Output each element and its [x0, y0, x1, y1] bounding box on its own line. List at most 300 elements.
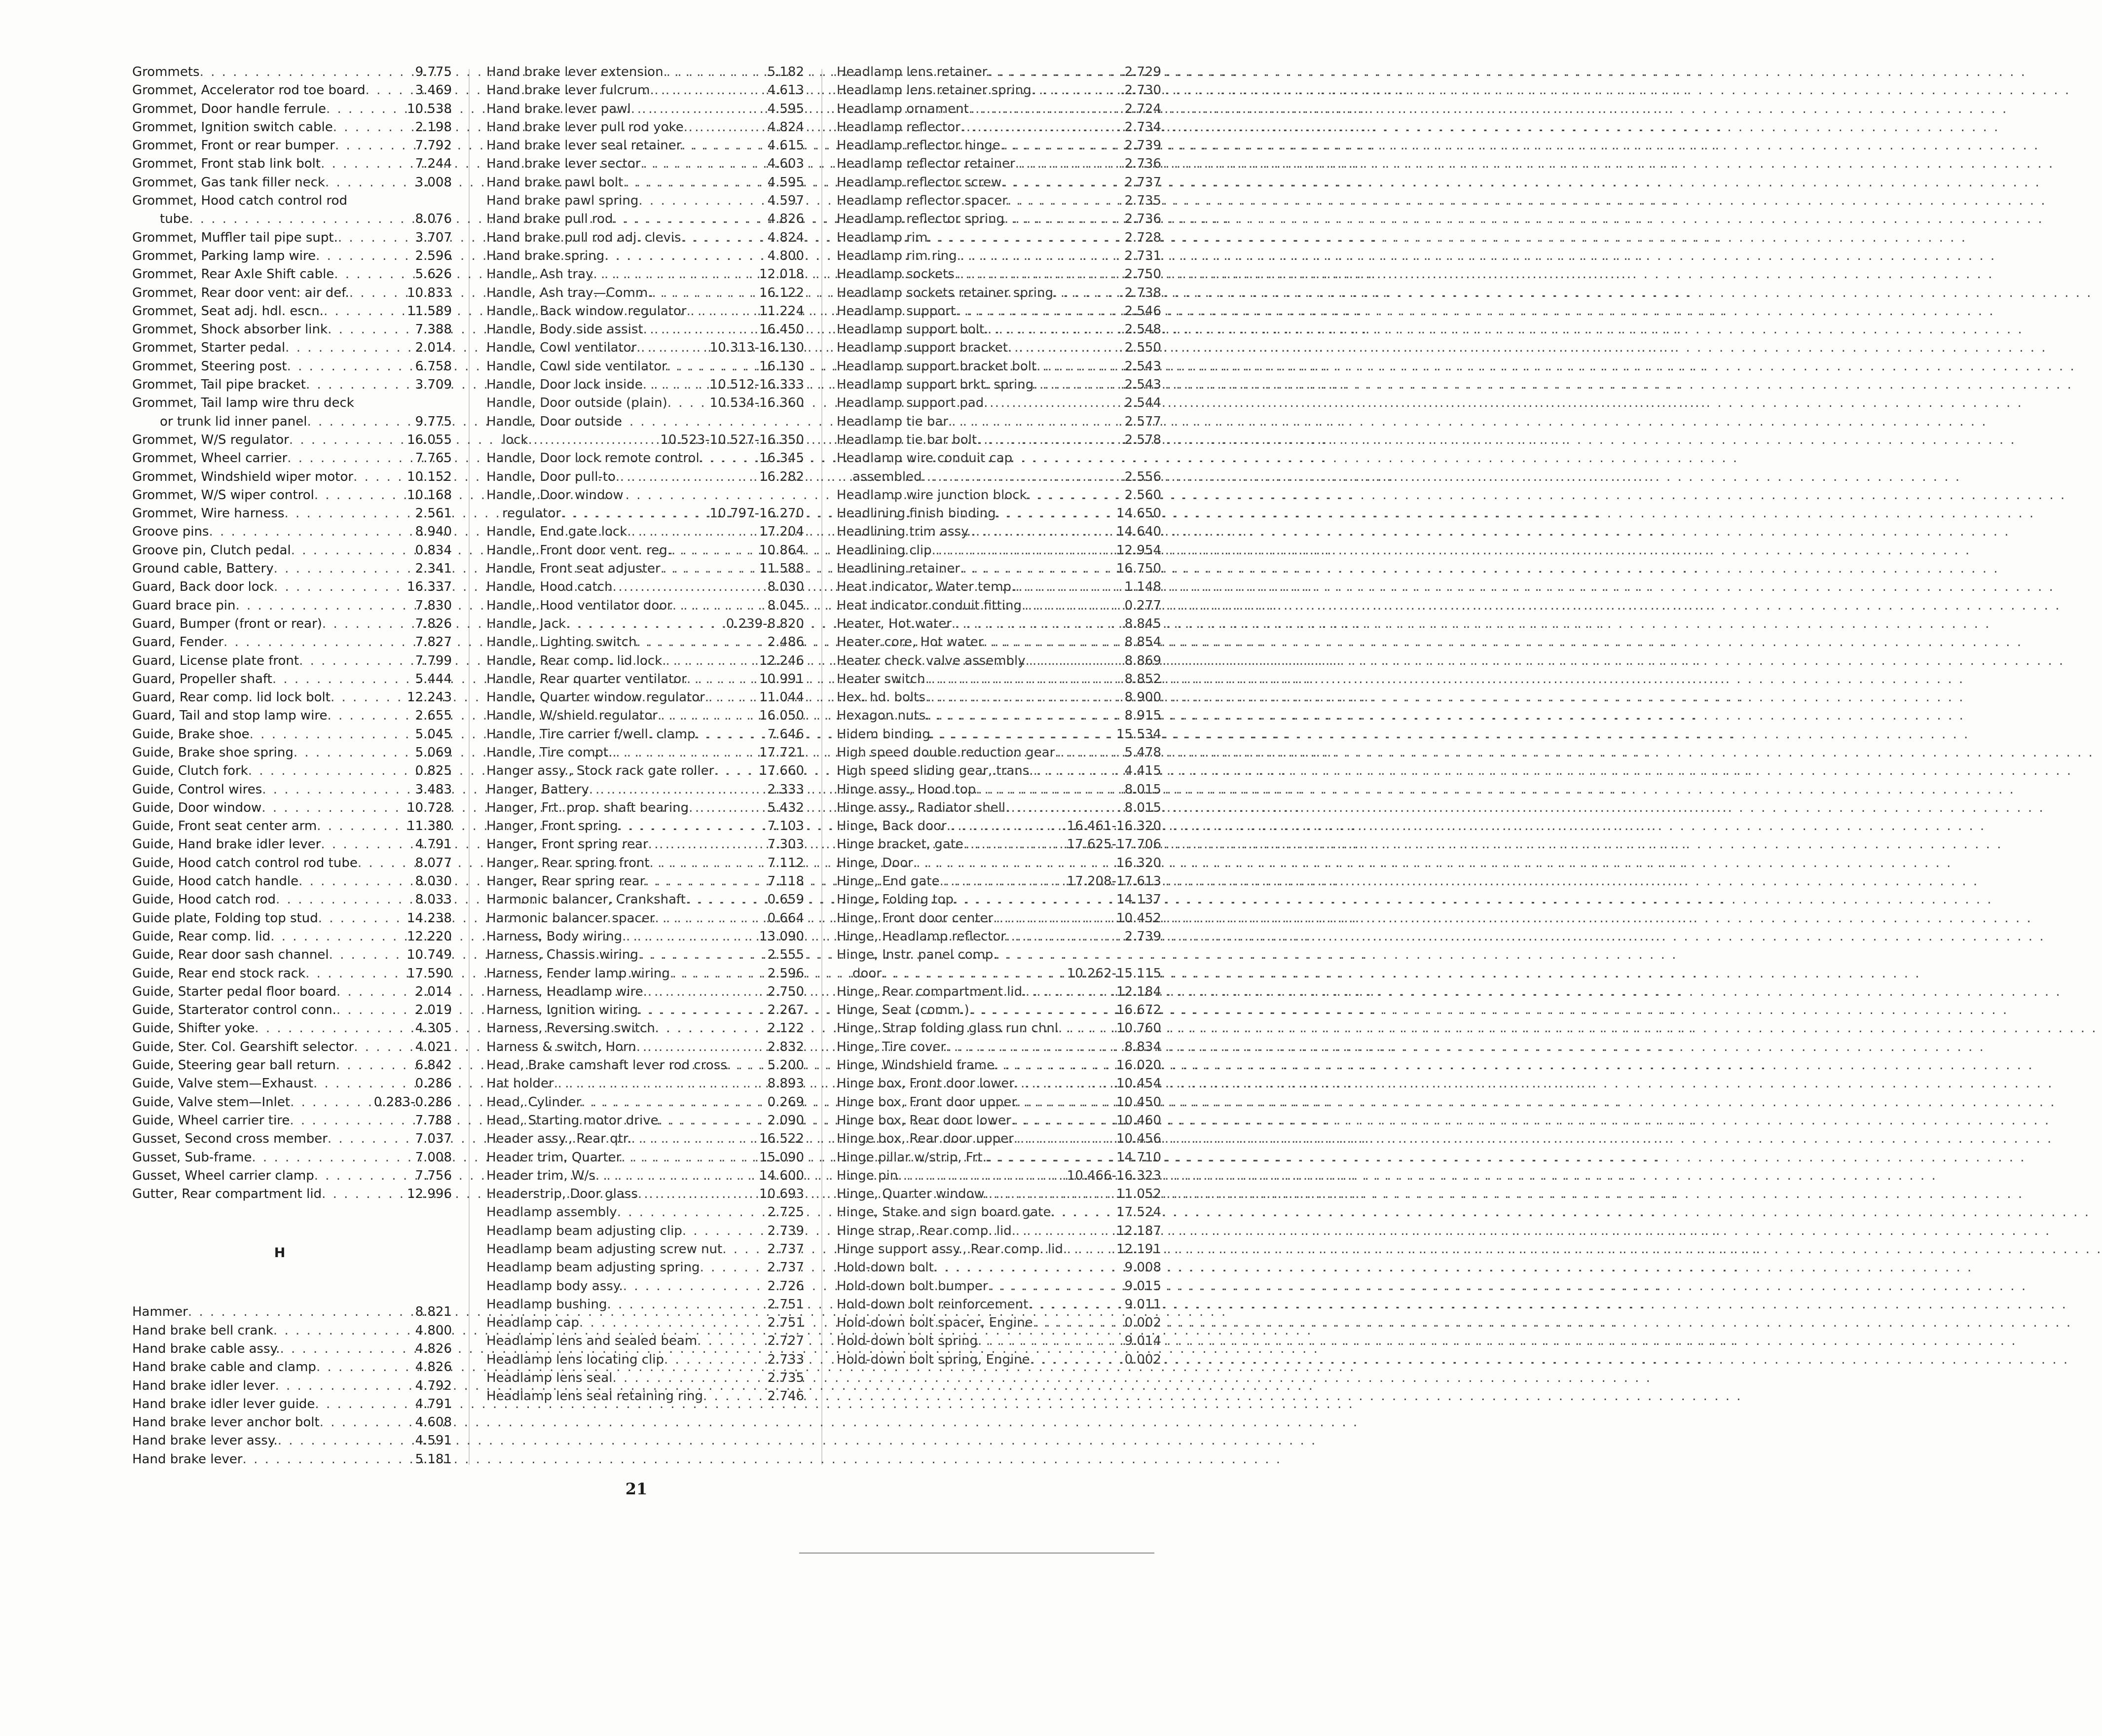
entry-name: Headerstrip, Door glass: [486, 1187, 638, 1202]
leader-dots: [322, 1185, 405, 1203]
entry-name: Hand brake lever: [132, 1451, 243, 1467]
leader-dots: [321, 155, 413, 173]
leader-dots: [703, 1387, 766, 1406]
index-entry: [132, 725, 452, 744]
entry-page-ref: 15.534: [1116, 726, 1161, 742]
entry-name: Guide, Starter pedal floor board: [132, 984, 336, 999]
leader-dots: [581, 1093, 765, 1112]
index-entry: [486, 1038, 804, 1056]
leader-dots: [976, 781, 1122, 799]
index-entry: [132, 1340, 452, 1358]
entry-page-ref: 14.137: [1116, 892, 1161, 907]
leader-dots: [325, 174, 413, 192]
index-entry: [132, 1377, 452, 1395]
leader-dots: [1014, 1075, 1114, 1093]
leader-dots: [623, 1277, 766, 1296]
entry-page-ref: 7.103: [767, 819, 804, 834]
index-entry: [837, 1332, 1161, 1350]
index-entry: [132, 835, 452, 854]
entry-name: Hanger, Battery: [486, 782, 589, 797]
index-entry: [486, 1056, 804, 1075]
entry-name: Headlining clip: [837, 542, 932, 558]
entry-name: Hand brake lever pawl: [486, 101, 631, 116]
index-entry: [486, 1222, 804, 1240]
index-entry: [486, 1093, 804, 1112]
entry-name: Guide, Rear end stock rack: [132, 966, 306, 981]
leader-dots: [324, 302, 405, 321]
index-entry: [486, 1259, 804, 1277]
index-entry: [837, 909, 1161, 928]
leader-dots: [636, 1038, 766, 1056]
entry-name: Hex. hd. bolts: [837, 690, 925, 705]
index-entry: [132, 284, 452, 302]
entry-page-ref: 4.021: [415, 1039, 452, 1054]
index-entry: [132, 1038, 452, 1056]
entry-name: Guide, Hood catch control rod tube: [132, 855, 358, 870]
leader-dots: [682, 1222, 766, 1240]
index-entry: [486, 1240, 804, 1259]
entry-name: Hinge assy., Hood top: [837, 782, 976, 797]
index-entry: [132, 505, 452, 523]
entry-page-ref: 4.826: [415, 1341, 452, 1356]
leader-dots: [1036, 358, 1122, 376]
entry-page-ref: 5.045: [415, 726, 452, 742]
index-entry: [486, 781, 804, 799]
entry-page-ref: 17.590: [407, 966, 452, 981]
index-entry-wrapped: [837, 449, 1161, 468]
entry-page-ref: 2.725: [767, 1205, 804, 1220]
leader-dots: [882, 965, 1065, 983]
leader-dots: [681, 229, 766, 247]
entry-name: Handle, Door lock inside: [486, 377, 643, 393]
entry-page-ref: 2.548: [1124, 322, 1161, 337]
index-entry: [132, 339, 452, 357]
entry-name: Hinge assy., Radiator shell: [837, 800, 1006, 815]
leader-dots: [612, 1369, 765, 1387]
entry-page-ref: 0.286: [415, 1076, 452, 1091]
index-entry: [486, 744, 804, 762]
entry-page-ref: 2.555: [767, 947, 804, 963]
index-entry: [837, 1130, 1161, 1148]
entry-page-ref: 10.523-10.527-16.350: [660, 432, 804, 447]
leader-dots: [681, 137, 765, 155]
entry-name: Handle, Door lock remote control: [486, 451, 700, 466]
leader-dots: [336, 983, 413, 1001]
entry-page-ref: 7.826: [415, 616, 452, 631]
entry-page-ref: 5.182: [767, 65, 804, 79]
entry-name: Hinge, Back door: [837, 819, 947, 834]
entry-name: Hinge, Instr. panel comp.: [837, 947, 997, 963]
entry-page-ref: 7.646: [767, 726, 804, 742]
leader-dots: [617, 1203, 766, 1222]
index-entry: [486, 965, 804, 983]
entry-page-ref: 9.008: [1124, 1260, 1161, 1275]
entry-name: Headlamp lens locating clip: [486, 1352, 664, 1367]
entry-name: Hinge, Quarter window: [837, 1187, 985, 1202]
entry-page-ref: 10.313-16.130: [709, 340, 804, 356]
entry-name: or trunk lid inner panel: [160, 414, 307, 429]
leader-dots: [664, 1351, 766, 1369]
index-entry: [132, 1112, 452, 1130]
index-entry: [837, 339, 1161, 357]
leader-dots: [321, 835, 413, 854]
leader-dots: [650, 854, 766, 872]
index-entry: [837, 1351, 1161, 1369]
leader-dots: [667, 358, 757, 376]
leader-dots: [996, 505, 1114, 523]
leader-dots: [1033, 762, 1123, 780]
leader-dots: [317, 817, 405, 835]
entry-name: Guide, Hood catch handle: [132, 874, 299, 889]
entry-name: Grommet, Hood catch control rod: [132, 193, 348, 209]
index-column-2: [486, 63, 804, 1406]
index-entry: [132, 523, 452, 541]
entry-page-ref: 17.625-17.706: [1067, 837, 1161, 852]
leader-dots: [661, 560, 757, 578]
entry-name: Headlamp rim: [837, 230, 928, 245]
entry-name: tube: [160, 212, 189, 227]
index-entry: [486, 247, 804, 265]
entry-name: Hold-down bolt spring: [837, 1334, 978, 1349]
entry-page-ref: 2.727: [767, 1334, 804, 1349]
entry-page-ref: 5.200: [767, 1058, 804, 1073]
entry-page-ref: 5.444: [415, 671, 452, 687]
entry-name: Harness, Reversing switch: [486, 1021, 655, 1036]
index-entry: [486, 468, 804, 486]
entry-page-ref: 2.737: [1124, 175, 1161, 190]
entry-page-ref: 3.483: [415, 782, 452, 797]
leader-dots: [289, 431, 405, 449]
entry-page-ref: 14.710: [1116, 1150, 1161, 1165]
index-entry: [132, 817, 452, 835]
entry-page-ref: 10.797-16.270: [709, 506, 804, 521]
leader-dots: [983, 633, 1122, 651]
leader-dots: [1014, 1130, 1114, 1148]
index-entry: [837, 1259, 1161, 1277]
entry-page-ref: 12.246: [759, 653, 804, 668]
leader-dots: [952, 615, 1123, 633]
entry-page-ref: 12.187: [1116, 1223, 1161, 1238]
index-entry: [132, 302, 452, 321]
entry-name: Grommet, W/S regulator: [132, 432, 289, 447]
leader-dots: [687, 670, 757, 688]
entry-name: Hand brake lever sector: [486, 156, 641, 172]
leader-dots: [638, 192, 765, 210]
entry-name: Headlamp reflector retainer: [837, 156, 1015, 172]
entry-name: Head, Starting motor drive: [486, 1113, 659, 1128]
index-entry: [837, 265, 1161, 284]
entry-name: Hand brake pawl spring: [486, 193, 639, 209]
entry-name: Guide, Rear door sash channel: [132, 947, 329, 963]
entry-page-ref: 11.589: [407, 303, 452, 319]
entry-page-ref: 8.900: [1124, 690, 1161, 705]
entry-name: Handle, Ash tray—Comm.: [486, 285, 652, 300]
entry-name: Guide, Door window: [132, 800, 262, 815]
entry-name: Grommet, Starter pedal: [132, 340, 286, 356]
entry-page-ref: 8.940: [415, 524, 452, 540]
index-entry: [486, 210, 804, 228]
entry-page-ref: 2.737: [767, 1260, 804, 1275]
index-entry: [486, 394, 804, 412]
index-entry: [486, 762, 804, 780]
entry-name: Handle, Front door vent. reg.: [486, 542, 671, 558]
index-entry: [486, 652, 804, 670]
entry-name: Handle, Rear quarter ventilator: [486, 671, 687, 687]
entry-name: Heater switch: [837, 671, 925, 687]
index-entry: [837, 578, 1161, 596]
entry-name: Hold-down bolt spring, Engine: [837, 1352, 1030, 1367]
entry-name: Hold-down bolt spacer, Engine: [837, 1315, 1033, 1331]
entry-name: Hanger assy., Stock rack gate roller: [486, 763, 714, 779]
entry-page-ref: 2.729: [1124, 65, 1161, 79]
leader-dots: [1007, 192, 1123, 210]
entry-page-ref: 4.597: [767, 193, 804, 209]
leader-dots: [662, 652, 757, 670]
entry-page-ref: 14.600: [759, 1168, 804, 1183]
entry-page-ref: 2.578: [1124, 432, 1161, 447]
entry-page-ref: 17.204: [759, 524, 804, 540]
entry-name: Headlamp beam adjusting screw nut: [486, 1242, 723, 1257]
entry-page-ref: 3.707: [415, 230, 452, 245]
entry-name: Hexagon nuts: [837, 708, 926, 723]
entry-name: Headlamp reflector screw: [837, 175, 1002, 190]
entry-page-ref: 7.827: [415, 635, 452, 650]
entry-name: Handle, Front seat adjuster: [486, 561, 661, 577]
entry-page-ref: 16.122: [759, 285, 804, 300]
leader-dots: [948, 413, 1123, 431]
entry-name: Hanger, Rear spring rear: [486, 874, 645, 889]
leader-dots: [223, 633, 413, 651]
entry-page-ref: 5.181: [415, 1451, 452, 1467]
index-entry: [486, 688, 804, 707]
leader-dots: [1005, 799, 1122, 817]
leader-dots: [189, 210, 413, 228]
index-entry: [486, 1314, 804, 1332]
entry-name: Grommet, Front stab link bolt: [132, 156, 321, 172]
index-entry: [486, 1075, 804, 1093]
entry-name: Guide, Hand brake idler lever: [132, 837, 321, 852]
leader-dots: [1026, 652, 1123, 670]
index-entry: [486, 1332, 804, 1350]
entry-page-ref: 2.751: [767, 1297, 804, 1312]
leader-dots: [684, 118, 766, 137]
index-entry: [837, 597, 1161, 615]
entry-page-ref: 12.191: [1116, 1242, 1161, 1257]
index-entry: [486, 229, 804, 247]
entry-page-ref: 10.456: [1116, 1131, 1161, 1147]
leader-dots: [643, 983, 766, 1001]
entry-name: Guide, Control wires: [132, 782, 262, 797]
entry-name: Grommet, Wheel carrier: [132, 451, 288, 466]
leader-dots: [274, 560, 413, 578]
leader-dots: [664, 63, 766, 81]
index-entry: [486, 63, 804, 81]
entry-page-ref: 7.388: [415, 322, 452, 337]
entry-page-ref: 8.076: [415, 212, 452, 227]
entry-page-ref: 0.269: [767, 1094, 804, 1110]
entry-name: Head, Cylinder: [486, 1094, 582, 1110]
leader-dots: [595, 1167, 757, 1185]
entry-name: Guide, Steering gear ball return: [132, 1058, 336, 1073]
index-entry: [486, 707, 804, 725]
leader-dots: [638, 946, 766, 964]
index-entry: [837, 1038, 1161, 1056]
entry-name: Hanger, Front spring rear: [486, 837, 648, 852]
entry-name: Guard, Tail and stop lamp wire: [132, 708, 328, 723]
entry-page-ref: 8.915: [1124, 708, 1161, 723]
entry-page-ref: 7.118: [767, 874, 804, 889]
index-entry: [132, 358, 452, 376]
leader-dots: [285, 505, 413, 523]
entry-name: Grommet, Rear Axle Shift cable: [132, 267, 334, 282]
entry-name: Headlamp support pad: [837, 396, 984, 411]
leader-dots: [700, 449, 757, 468]
index-entry-wrapped: [132, 394, 452, 412]
entry-name: Handle, Ash tray: [486, 267, 593, 282]
entry-page-ref: 7.756: [415, 1168, 452, 1183]
index-entry: [132, 983, 452, 1001]
entry-name: Heater, Hot water: [837, 616, 952, 631]
entry-page-ref: 0.834: [415, 542, 452, 558]
index-entry: [486, 891, 804, 909]
entry-name: Hand brake idler lever guide: [132, 1396, 315, 1411]
entry-page-ref: 11.052: [1116, 1187, 1161, 1202]
index-entry: [837, 965, 1161, 983]
entry-name: Gutter, Rear compartment lid: [132, 1187, 322, 1202]
entry-name: Grommet, Accelerator rod toe board: [132, 83, 366, 98]
leader-dots: [318, 909, 405, 928]
entry-page-ref: 10.152: [407, 469, 452, 484]
index-entry: [837, 81, 1161, 100]
entry-page-ref: 12.018: [759, 267, 804, 282]
index-entry: [837, 431, 1161, 449]
entry-page-ref: 7.765: [415, 451, 452, 466]
index-entry: [837, 633, 1161, 651]
entry-page-ref: 4.824: [767, 119, 804, 135]
index-entry: [132, 137, 452, 155]
leader-dots: [1022, 983, 1114, 1001]
leader-dots: [1017, 1093, 1114, 1112]
entry-name: Heater check valve assembly: [837, 653, 1026, 668]
index-entry: [132, 1322, 452, 1340]
leader-dots: [275, 1377, 413, 1395]
leader-dots: [280, 1340, 413, 1358]
entry-page-ref: 7.830: [415, 598, 452, 613]
entry-name: Headlamp wire conduit cap: [837, 451, 1013, 466]
entry-name: Hanger, Front spring: [486, 819, 618, 834]
leader-dots: [616, 468, 757, 486]
index-entry: [837, 1019, 1161, 1038]
leader-dots: [670, 965, 766, 983]
index-entry: [837, 762, 1161, 780]
entry-page-ref: 4.591: [415, 1433, 452, 1448]
index-entry: [837, 137, 1161, 155]
index-entry: [132, 247, 452, 265]
leader-dots: [947, 817, 1065, 835]
index-entry: [837, 652, 1161, 670]
leader-dots: [1051, 1203, 1114, 1222]
entry-page-ref: 4.615: [767, 138, 804, 153]
entry-page-ref: 9.015: [1124, 1278, 1161, 1294]
entry-name: regulator: [502, 506, 561, 521]
entry-page-ref: 10.864: [759, 542, 804, 558]
entry-name: High speed double reduction gear: [837, 745, 1055, 760]
entry-name: Grommet, Muffler tail pipe supt.: [132, 230, 338, 245]
entry-name: Harness & switch, Horn: [486, 1039, 636, 1054]
entry-name: Headlamp sockets retainer spring: [837, 285, 1053, 300]
leader-dots: [334, 265, 413, 284]
leader-dots: [349, 284, 405, 302]
entry-page-ref: 16.672: [1116, 1003, 1161, 1018]
entry-page-ref: 4.792: [415, 1378, 452, 1393]
index-entry: [132, 633, 452, 651]
index-entry: [486, 1185, 804, 1203]
entry-page-ref: 4.826: [767, 212, 804, 227]
index-entry: [132, 1432, 452, 1450]
leader-dots: [307, 413, 413, 431]
entry-page-ref: 2.735: [1124, 193, 1161, 209]
index-entry: [132, 210, 452, 228]
leader-dots: [243, 1450, 413, 1469]
entry-name: Headlamp lens seal retaining ring: [486, 1389, 703, 1404]
entry-name: Headlamp assembly: [486, 1205, 617, 1220]
index-entry: [486, 1203, 804, 1222]
index-entry: [837, 63, 1161, 81]
entry-name: Hinge, Rear compartment lid: [837, 984, 1023, 999]
entry-name: Handle, Cowl side ventilator: [486, 359, 667, 374]
leader-dots: [331, 688, 405, 707]
leader-dots: [1006, 928, 1122, 946]
index-entry: [486, 597, 804, 615]
index-entry: [486, 799, 804, 817]
leader-dots: [1012, 1222, 1114, 1240]
leader-dots: [631, 100, 766, 118]
entry-page-ref: 5.626: [415, 267, 452, 282]
leader-dots: [314, 1167, 413, 1185]
index-entry: [486, 542, 804, 560]
index-entry: [132, 1093, 452, 1112]
entry-page-ref: 10.460: [1116, 1113, 1161, 1128]
entry-page-ref: 16.522: [759, 1131, 804, 1147]
index-entry: [486, 946, 804, 964]
leader-dots: [607, 1296, 765, 1314]
bottom-rule: [799, 1553, 1154, 1554]
index-entry: [486, 431, 804, 449]
entry-name: Guard, Back door lock: [132, 579, 274, 595]
leader-dots: [640, 155, 765, 173]
entry-name: Hinge, Door: [837, 855, 913, 870]
leader-dots: [315, 1395, 413, 1413]
index-entry: [837, 1075, 1161, 1093]
section-spacer: [132, 1275, 452, 1303]
leader-dots: [314, 486, 405, 505]
entry-page-ref: 2.014: [415, 984, 452, 999]
entry-page-ref: 11.224: [759, 303, 804, 319]
entry-name: Guide, Clutch fork: [132, 763, 248, 779]
index-entry: [132, 799, 452, 817]
index-entry: [486, 1167, 804, 1185]
entry-name: Gusset, Sub-frame: [132, 1150, 252, 1165]
entry-name: Guide, Valve stem—Exhaust: [132, 1076, 313, 1091]
leader-dots: [643, 376, 708, 394]
leader-dots: [627, 523, 757, 541]
index-column-3: [837, 63, 1161, 1369]
leader-dots: [618, 817, 766, 835]
index-entry: [132, 1395, 452, 1413]
entry-page-ref: 9.775: [415, 65, 452, 79]
entry-name: Hold-down bolt reinforcement: [837, 1297, 1029, 1312]
leader-dots: [285, 339, 413, 357]
